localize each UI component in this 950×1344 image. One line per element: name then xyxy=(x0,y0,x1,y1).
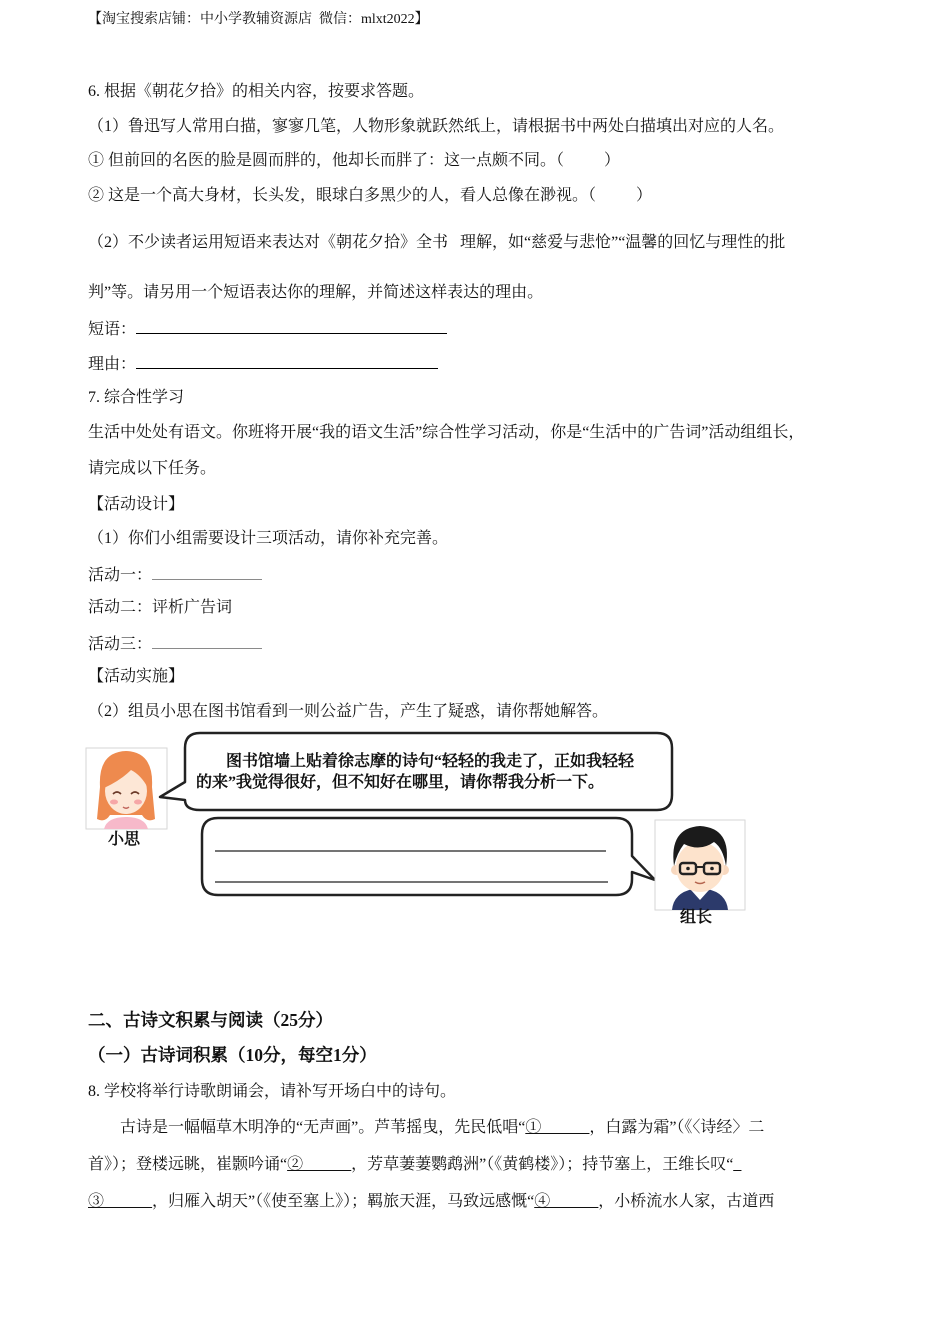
phrase-label: 短语： xyxy=(88,321,137,338)
poem-line1 xyxy=(120,1118,764,1138)
poem-blank2: ②______ xyxy=(287,1156,352,1173)
activity1-label: 活动一： xyxy=(88,567,153,584)
poem-line3-b: ，小桥流水人家，古道西 xyxy=(598,1193,775,1210)
q7-task1-prompt: （1）你们小组需要设计三项活动，请你补充完善。 xyxy=(88,530,449,547)
reason-label: 理由： xyxy=(88,356,137,373)
phrase-answer-line xyxy=(136,318,447,334)
girl-speech-line1: 图书馆墙上贴着徐志摩的诗句“轻轻的我走了，正如我轻轻 xyxy=(226,753,635,770)
q7-intro-line2: 请完成以下任务。 xyxy=(88,460,217,477)
poem-blank1: ①______ xyxy=(525,1119,590,1136)
page-header: 【淘宝搜索店铺：中小学教辅资源店 微信：mlxt2022】 xyxy=(88,12,429,27)
q8-title: 8. 学校将举行诗歌朗诵会，请补写开场白中的诗句。 xyxy=(88,1083,457,1100)
leader-reply-bubble xyxy=(202,818,655,895)
poem-line2-a: 首》）；登楼远眺，崔颢吟诵“ xyxy=(88,1156,288,1173)
poem-line2-b: ，芳草萋萋鹦鹉洲”（《黄鹤楼》）；持节塞上，王维长叹“ xyxy=(351,1156,734,1173)
section2-subheading: （一）古诗词积累（10分，每空1分） xyxy=(88,1045,377,1065)
q7-task2-prompt: （2）组员小思在图书馆看到一则公益广告，产生了疑惑，请你帮她解答。 xyxy=(88,703,609,720)
activity-design-heading: 【活动设计】 xyxy=(88,496,185,513)
poem-blank3-start: _ xyxy=(733,1156,742,1173)
poem-line3-a: ，归雁入胡天”（《使至塞上》）；羁旅天涯，马致远感慨“ xyxy=(152,1193,535,1210)
leader-avatar xyxy=(655,820,745,910)
q6-part2-line2: 判”等。请另用一个短语表达你的理解，并简述这样表达的理由。 xyxy=(88,284,544,301)
activity3-row xyxy=(88,633,262,655)
q6-part1-prompt: （1）鲁迅写人常用白描，寥寥几笔，人物形象就跃然纸上，请根据书中两处白描填出对应的人名。 xyxy=(88,118,785,135)
q6-item1: ① 但前回的名医的脸是圆而胖的，他却长而胖了：这一点颇不同。（ ） xyxy=(88,152,621,169)
q7-intro-line1: 生活中处处有语文。你班将开展“我的语文生活”综合性学习活动，你是“生活中的广告词”活动组组长， xyxy=(88,424,805,441)
activity-implement-heading: 【活动实施】 xyxy=(88,668,185,685)
poem-blank4: ④______ xyxy=(534,1193,599,1210)
poem-line1-b: ，白露为霜”（《〈诗经〉二 xyxy=(589,1119,765,1136)
q6-title: 6. 根据《朝花夕拾》的相关内容，按要求答题。 xyxy=(88,83,425,100)
activity2-row: 活动二：评析广告词 xyxy=(88,599,233,616)
activity3-label: 活动三： xyxy=(88,636,153,653)
leader-name-label: 组长 xyxy=(680,909,713,926)
q6-item2: ② 这是一个高大身材，长头发，眼球白多黑少的人，看人总像在渺视。（ ） xyxy=(88,187,653,204)
activity1-row xyxy=(88,564,262,586)
girl-name-label: 小思 xyxy=(108,831,141,848)
poem-line2 xyxy=(88,1155,741,1175)
girl-avatar xyxy=(86,748,167,829)
girl-speech-line2: 的来”我觉得很好，但不知好在哪里，请你帮我分析一下。 xyxy=(196,774,605,791)
poem-blank3: ③______ xyxy=(88,1193,153,1210)
reason-answer-line xyxy=(136,353,438,369)
reason-answer-row xyxy=(88,353,438,375)
activity3-answer-line xyxy=(152,633,262,649)
q6-part2-line1: （2）不少读者运用短语来表达对《朝花夕拾》全书 理解，如“慈爱与悲怆”“温馨的回忆与理性的批 xyxy=(88,234,786,251)
activity1-answer-line xyxy=(152,564,262,580)
section2-heading: 二、古诗文积累与阅读（25分） xyxy=(88,1010,333,1030)
poem-line3 xyxy=(88,1192,774,1212)
phrase-answer-row xyxy=(88,318,447,340)
q7-title: 7. 综合性学习 xyxy=(88,389,185,406)
poem-line1-a: 古诗是一幅幅草木明净的“无声画”。芦苇摇曳，先民低唱“ xyxy=(120,1119,526,1136)
